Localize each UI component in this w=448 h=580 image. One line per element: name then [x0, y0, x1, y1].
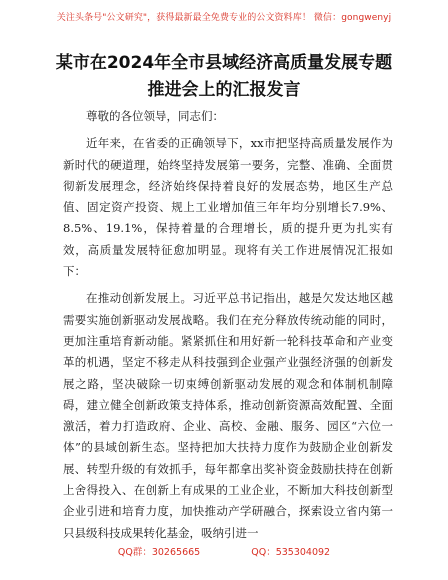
paragraph-intro: 近年来，在省委的正确领导下，xx市把坚持高质量发展作为新时代的硬道理，始终坚持发展第一要务，完整、准确、全面贯彻新发展理念，经济始终保持着良好的发展态势，地区生产总值、固定资产投资、规上工业增加值三年年均分别增长7.9%、8.5%、19.1%，保持着量的合理增长，质的提升更为扎实有效，高质量发展特征愈加明显。现将有关工作进展情况汇报如下：: [63, 136, 393, 279]
paragraph-innovation: 在推动创新发展上。习近平总书记指出，越是欠发达地区越需要实施创新驱动发展战略。我们在充分释放传统动能的同时，更加注重培育新动能。紧紧抓住和用好新一轮科技革命和产业变革的机遇，坚定不移走从科技强到企业强产业强经济强的创新发展之路，坚决破除一切束缚创新驱动发展的观念和体制机制障碍，建立健全创新政策支持体系，推动创新资源高效配置、全面激活，着力打造政府、企业、高校、金融、服务、园区“六位一体”的县域创新生态。坚持把加大扶持力度作为鼓励企业创新发展、转型升级的有效抓手，每年都拿出奖补资金鼓励扶持在创新上舍得投入、在创新上有成果的工业企业，不断加大科技创新型企业引进和培育力度，加快推动产学研融合，探索设立省内第一只县级科技成果转化基金，吸纳引进一: [63, 291, 393, 540]
greeting: 尊敬的各位领导，同志们：: [86, 109, 224, 123]
footer-contact: [0, 544, 448, 558]
header-banner: 关注头条号"公文研究"，获得最新最全免费专业的公文资料库！ 微信：gongwenyj: [56, 13, 392, 23]
document-title: 某市在2024年全市县域经济高质量发展专题推进会上的汇报发言: [55, 53, 393, 100]
footer-qq: QQ：535304092: [251, 547, 331, 558]
document-body: [63, 106, 393, 544]
footer-qq-group: QQ群：30265665: [117, 547, 201, 558]
